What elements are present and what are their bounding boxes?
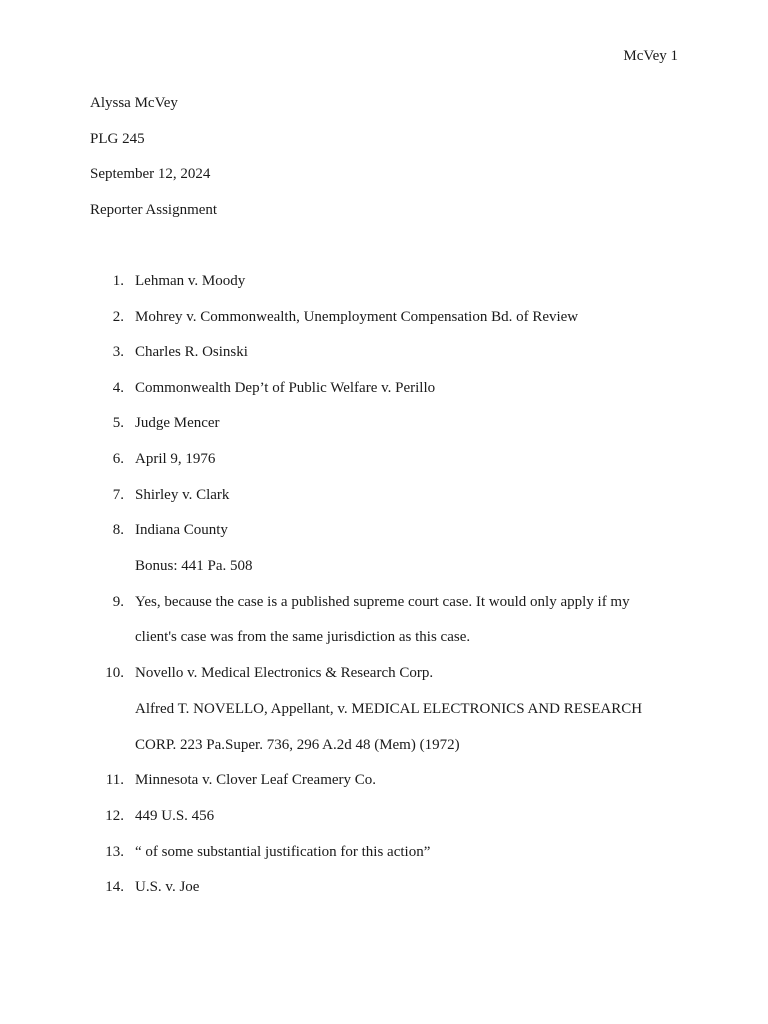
list-item-text: Yes, because the case is a published supreme court case. It would only apply if my — [135, 594, 630, 610]
list-item-number: 5. — [112, 415, 124, 431]
list-item-number: 7. — [112, 487, 124, 503]
document-date: September 12, 2024 — [90, 166, 211, 182]
list-item-number: 10. — [105, 665, 124, 681]
list-item-text: Lehman v. Moody — [135, 273, 246, 289]
author-name: Alyssa McVey — [90, 95, 178, 111]
list-item-number: 8. — [112, 522, 124, 538]
list-item-text: Commonwealth Dep’t of Public Welfare v. Perillo — [135, 380, 436, 396]
list-item-text: 449 U.S. 456 — [135, 808, 215, 824]
running-header: McVey 1 — [623, 48, 678, 64]
list-item-text: Charles R. Osinski — [135, 344, 248, 360]
list-item-text: Shirley v. Clark — [135, 487, 230, 503]
list-item-number: 11. — [105, 772, 124, 788]
list-item-number: 9. — [112, 594, 124, 610]
list-item-number: 3. — [112, 344, 124, 360]
list-item-number: 12. — [105, 808, 124, 824]
list-item-number: 13. — [105, 844, 124, 860]
list-item-text: “ of some substantial justification for this action” — [135, 844, 431, 860]
list-item-text: Novello v. Medical Electronics & Research Corp. — [135, 665, 434, 681]
list-item-number: 4. — [112, 380, 124, 396]
list-item-text: U.S. v. Joe — [135, 879, 200, 895]
assignment-title: Reporter Assignment — [90, 202, 218, 218]
list-item-text: Judge Mencer — [135, 415, 220, 431]
list-item-text: Mohrey v. Commonwealth, Unemployment Compensation Bd. of Review — [135, 309, 579, 325]
list-item-text-continued: Alfred T. NOVELLO, Appellant, v. MEDICAL ELECTRONICS AND RESEARCH — [135, 701, 643, 717]
list-item-text: April 9, 1976 — [135, 451, 216, 467]
list-item-number: 14. — [105, 879, 124, 895]
list-item-text-continued: client's case was from the same jurisdiction as this case. — [135, 629, 471, 645]
list-item-text: Minnesota v. Clover Leaf Creamery Co. — [135, 772, 377, 788]
list-item-number: 6. — [112, 451, 124, 467]
list-item-text-continued: CORP. 223 Pa.Super. 736, 296 A.2d 48 (Mem) (1972) — [135, 737, 460, 753]
list-item-number: 1. — [112, 273, 124, 289]
course-code: PLG 245 — [90, 131, 145, 147]
list-item-number: 2. — [112, 309, 124, 325]
list-item-text: Indiana County — [135, 522, 228, 538]
bonus-answer: Bonus: 441 Pa. 508 — [135, 558, 253, 574]
